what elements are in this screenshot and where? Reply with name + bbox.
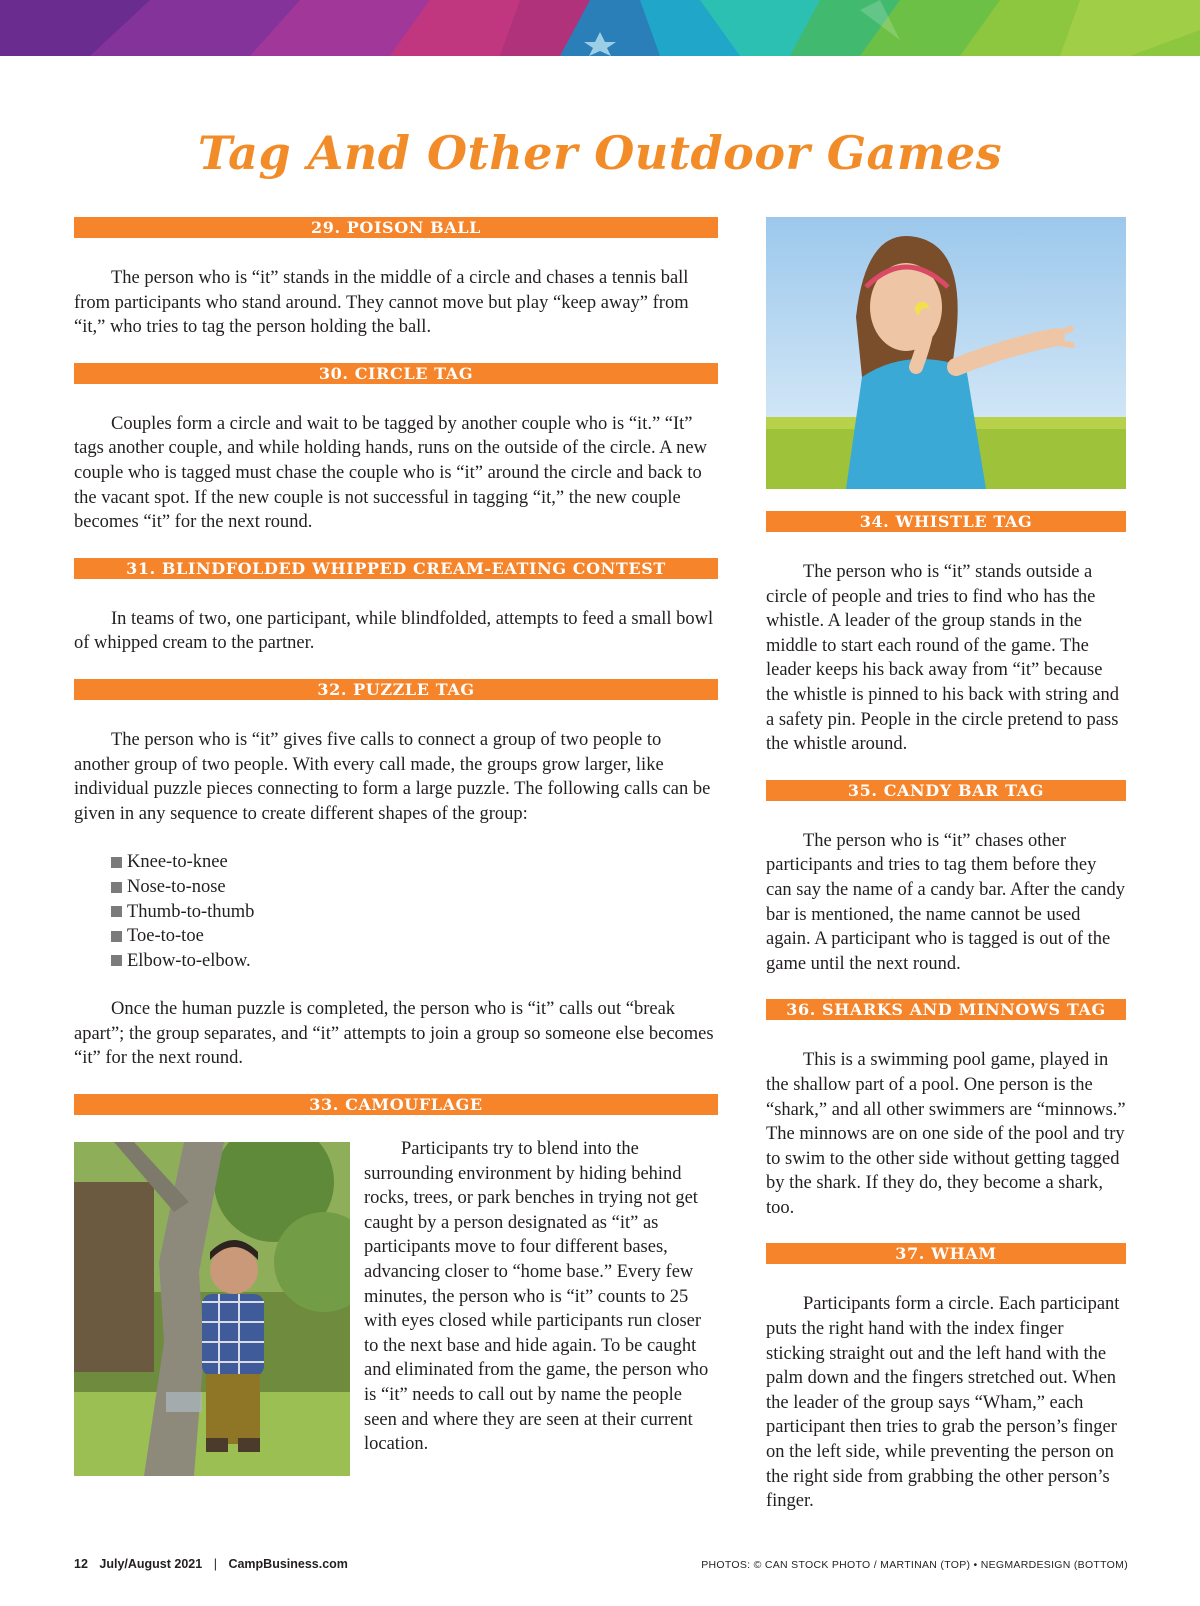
square-bullet-icon xyxy=(111,882,122,893)
site-link[interactable]: CampBusiness.com xyxy=(228,1557,348,1571)
square-bullet-icon xyxy=(111,906,122,917)
section-heading-33: 33. CAMOUFLAGE xyxy=(74,1094,718,1115)
section-body-30: Couples form a circle and wait to be tagged by another couple who is “it.” “It” tags another couple, and while holding hands, runs on the outside of the circle. A new couple who is tagged must chase the couple who is “it” around the circle and back to the vacant spot. If the new couple is not successful in tagging “it,” the new couple becomes “it” for the next round. xyxy=(74,413,707,533)
section-heading-36: 36. SHARKS AND MINNOWS TAG xyxy=(766,999,1126,1020)
square-bullet-icon xyxy=(111,857,122,868)
section-heading-30: 30. CIRCLE TAG xyxy=(74,363,718,384)
list-item: Toe-to-toe xyxy=(111,924,718,949)
list-item: Thumb-to-thumb xyxy=(111,900,718,925)
section-heading-34: 34. WHISTLE TAG xyxy=(766,511,1126,532)
footer-folio xyxy=(74,1557,348,1571)
section-body-32-intro: The person who is “it” gives five calls to connect a group of two people to another group of two people. With every call made, the groups grow larger, like individual puzzle pieces connecting to form a large puzzle. The following calls can be given in any sequence to create different shapes of the group: xyxy=(74,729,711,824)
section-body-33: Participants try to blend into the surrounding environment by hiding behind rocks, trees, or park benches in trying not get caught by a person designated as “it” as participants move to four different bases, advancing closer to “home base.” Every few minutes, the person who is “it” counts to 25 with eyes closed while participants run closer to the next base and hide again. To be caught and eliminated from the game, the person who is “it” needs to call out by name the people seen and where they are seen at their current location. xyxy=(364,1139,709,1455)
section-body-31: In teams of two, one participant, while blindfolded, attempts to feed a small bowl of whipped cream to the partner. xyxy=(74,608,714,654)
section-heading-35: 35. CANDY BAR TAG xyxy=(766,780,1126,801)
list-item: Nose-to-nose xyxy=(111,875,718,900)
whistle-girl-photo xyxy=(766,217,1126,489)
photo-credits: PHOTOS: © CAN STOCK PHOTO / MARTINAN (TOP) • NEGMARDESIGN (BOTTOM) xyxy=(701,1559,1128,1571)
list-item: Elbow-to-elbow. xyxy=(111,949,718,974)
section-body-34: The person who is “it” stands outside a circle of people and tries to find who has the whistle. A leader of the group stands in the middle to start each round of the game. The leader keeps his back away from “it” because the whistle is pinned to his back with string and a safety pin. People in the circle pretend to pass the whistle around. xyxy=(766,562,1119,755)
square-bullet-icon xyxy=(111,955,122,966)
section-body-29: The person who is “it” stands in the middle of a circle and chases a tennis ball from participants who stand around. They cannot move but play “keep away” from “it,” who tries to tag the person holding the ball. xyxy=(74,268,689,338)
decorative-banner xyxy=(0,0,1200,56)
page-number: 12 xyxy=(74,1557,88,1571)
section-heading-32: 32. PUZZLE TAG xyxy=(74,679,718,700)
right-column xyxy=(766,217,1126,1514)
section-body-36: This is a swimming pool game, played in the shallow part of a pool. One person is the “shark,” and all other swimmers are “minnows.” The minnows are on one side of the pool and try to swim to the other side without getting tagged by the shark. If they do, they become a shark, too. xyxy=(766,1050,1126,1218)
camouflage-photo xyxy=(74,1142,350,1476)
square-bullet-icon xyxy=(111,931,122,942)
section-heading-29: 29. POISON BALL xyxy=(74,217,718,238)
section-heading-37: 37. WHAM xyxy=(766,1243,1126,1264)
section-body-32-outro: Once the human puzzle is completed, the person who is “it” calls out “break apart”; the group separates, and “it” attempts to join a group so someone else becomes “it” for the next round. xyxy=(74,999,714,1069)
page-title: Tag And Other Outdoor Games xyxy=(197,126,1003,180)
section-heading-31: 31. BLINDFOLDED WHIPPED CREAM-EATING CONTEST xyxy=(74,558,718,579)
left-column xyxy=(74,217,718,1476)
section-body-37: Participants form a circle. Each participant puts the right hand with the index finger sticking straight out and the left hand with the palm down and the fingers stretched out. When the leader of the group says “Wham,” each participant then tries to grab the person’s finger on the left side, while preventing the person on the right side from grabbing the other person’s finger. xyxy=(766,1294,1120,1512)
issue-date: July/August 2021 xyxy=(99,1557,203,1571)
footer-separator: | xyxy=(213,1557,217,1571)
puzzle-calls-list xyxy=(74,850,718,973)
section-body-35: The person who is “it” chases other participants and tries to tag them before they can say the name of a candy bar. After the candy bar is mentioned, the name cannot be used again. A participant who is tagged is out of the game until the next round. xyxy=(766,830,1126,974)
list-item: Knee-to-knee xyxy=(111,850,718,875)
